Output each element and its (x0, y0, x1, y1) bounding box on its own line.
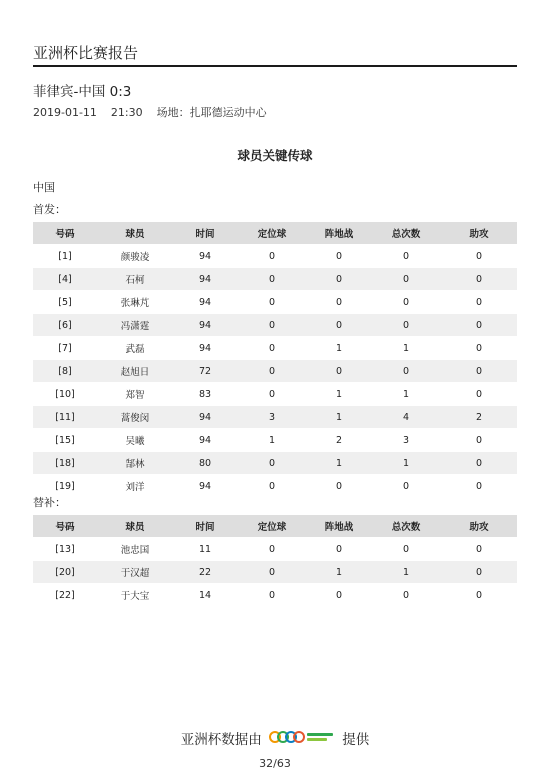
header-number: 号码 (33, 222, 97, 245)
starters-table (33, 222, 517, 497)
cell-open-play: 1 (307, 561, 371, 584)
cell-total: 4 (371, 406, 441, 429)
cell-total: 0 (371, 245, 441, 268)
cell-assists: 0 (441, 268, 517, 291)
cell-total: 0 (371, 360, 441, 383)
header-time: 时间 (173, 515, 237, 538)
header-player: 球员 (97, 222, 173, 245)
header-total: 总次数 (371, 515, 441, 538)
cell-open-play: 0 (307, 584, 371, 607)
table-row (33, 291, 517, 314)
team-label: 中国 (33, 181, 55, 194)
cell-set-piece: 0 (237, 452, 307, 475)
cell-number: [7] (33, 337, 97, 360)
cell-assists: 0 (441, 561, 517, 584)
cell-time: 83 (173, 383, 237, 406)
cell-player: 于大宝 (97, 584, 173, 607)
cell-assists: 2 (441, 406, 517, 429)
cell-player: 刘洋 (97, 475, 173, 498)
cell-assists: 0 (441, 360, 517, 383)
match-title: 菲律宾-中国 0:3 (33, 84, 132, 100)
cell-set-piece: 0 (237, 538, 307, 561)
table-row (33, 429, 517, 452)
table-row (33, 561, 517, 584)
cell-total: 3 (371, 429, 441, 452)
table-row (33, 406, 517, 429)
cell-player: 郑智 (97, 383, 173, 406)
cell-open-play: 0 (307, 268, 371, 291)
header-assists: 助攻 (441, 515, 517, 538)
cell-player: 于汉超 (97, 561, 173, 584)
table-row (33, 538, 517, 561)
cell-number: [5] (33, 291, 97, 314)
cell-set-piece: 0 (237, 561, 307, 584)
cell-time: 72 (173, 360, 237, 383)
header-time: 时间 (173, 222, 237, 245)
cell-set-piece: 0 (237, 314, 307, 337)
cell-assists: 0 (441, 291, 517, 314)
cell-open-play: 1 (307, 452, 371, 475)
cell-player: 颜骏凌 (97, 245, 173, 268)
table-row (33, 360, 517, 383)
table-row (33, 475, 517, 498)
cell-time: 94 (173, 337, 237, 360)
cell-open-play: 1 (307, 383, 371, 406)
cell-total: 1 (371, 383, 441, 406)
cell-open-play: 0 (307, 245, 371, 268)
cell-number: [19] (33, 475, 97, 498)
cell-time: 94 (173, 429, 237, 452)
table-row (33, 452, 517, 475)
title-divider (33, 65, 517, 67)
table-header-row (33, 515, 517, 538)
header-set-piece: 定位球 (237, 222, 307, 245)
cell-time: 94 (173, 268, 237, 291)
cell-assists: 0 (441, 383, 517, 406)
cell-open-play: 1 (307, 406, 371, 429)
data-provider-logo-icon (269, 729, 335, 749)
cell-number: [22] (33, 584, 97, 607)
cell-player: 赵旭日 (97, 360, 173, 383)
footer-text-before: 亚洲杯数据由 (180, 732, 262, 748)
substitutes-label: 替补： (33, 496, 66, 509)
cell-time: 14 (173, 584, 237, 607)
cell-set-piece: 0 (237, 383, 307, 406)
cell-set-piece: 1 (237, 429, 307, 452)
cell-time: 94 (173, 475, 237, 498)
cell-number: [20] (33, 561, 97, 584)
cell-total: 0 (371, 314, 441, 337)
cell-assists: 0 (441, 245, 517, 268)
cell-open-play: 0 (307, 538, 371, 561)
cell-total: 0 (371, 268, 441, 291)
cell-open-play: 0 (307, 314, 371, 337)
cell-time: 11 (173, 538, 237, 561)
cell-assists: 0 (441, 538, 517, 561)
cell-total: 0 (371, 538, 441, 561)
cell-time: 94 (173, 314, 237, 337)
table-row (33, 314, 517, 337)
cell-number: [18] (33, 452, 97, 475)
cell-set-piece: 0 (237, 291, 307, 314)
header-set-piece: 定位球 (237, 515, 307, 538)
header-open-play: 阵地战 (307, 515, 371, 538)
header-player: 球员 (97, 515, 173, 538)
footer-text-after: 提供 (342, 732, 370, 748)
cell-number: [4] (33, 268, 97, 291)
footer-provider-line (0, 728, 550, 750)
cell-time: 80 (173, 452, 237, 475)
match-meta: 2019-01-11 21:30 场地：扎耶德运动中心 (33, 106, 267, 119)
cell-player: 冯潇霆 (97, 314, 173, 337)
cell-total: 1 (371, 561, 441, 584)
cell-number: [10] (33, 383, 97, 406)
cell-number: [6] (33, 314, 97, 337)
table-row (33, 268, 517, 291)
page-number: 32/63 (259, 757, 291, 770)
cell-total: 1 (371, 452, 441, 475)
cell-set-piece: 0 (237, 337, 307, 360)
table-row (33, 383, 517, 406)
substitutes-rows (33, 538, 517, 607)
cell-open-play: 0 (307, 475, 371, 498)
cell-player: 蒿俊闵 (97, 406, 173, 429)
cell-player: 张琳芃 (97, 291, 173, 314)
cell-number: [8] (33, 360, 97, 383)
cell-time: 22 (173, 561, 237, 584)
cell-assists: 0 (441, 337, 517, 360)
header-number: 号码 (33, 515, 97, 538)
cell-open-play: 0 (307, 360, 371, 383)
header-total: 总次数 (371, 222, 441, 245)
cell-player: 石柯 (97, 268, 173, 291)
cell-assists: 0 (441, 584, 517, 607)
cell-set-piece: 0 (237, 245, 307, 268)
cell-set-piece: 0 (237, 268, 307, 291)
section-heading: 球员关键传球 (237, 148, 313, 163)
cell-player: 池忠国 (97, 538, 173, 561)
table-header-row (33, 222, 517, 245)
cell-set-piece: 0 (237, 584, 307, 607)
cell-number: [13] (33, 538, 97, 561)
cell-total: 1 (371, 337, 441, 360)
table-row (33, 337, 517, 360)
cell-total: 0 (371, 584, 441, 607)
cell-player: 吴曦 (97, 429, 173, 452)
cell-time: 94 (173, 406, 237, 429)
header-assists: 助攻 (441, 222, 517, 245)
substitutes-table (33, 515, 517, 606)
table-row (33, 584, 517, 607)
cell-set-piece: 0 (237, 475, 307, 498)
cell-open-play: 2 (307, 429, 371, 452)
cell-set-piece: 0 (237, 360, 307, 383)
cell-player: 郜林 (97, 452, 173, 475)
cell-total: 0 (371, 475, 441, 498)
report-title: 亚洲杯比赛报告 (33, 44, 139, 62)
cell-time: 94 (173, 291, 237, 314)
cell-assists: 0 (441, 452, 517, 475)
cell-time: 94 (173, 245, 237, 268)
cell-assists: 0 (441, 475, 517, 498)
starters-label: 首发： (33, 203, 66, 216)
header-open-play: 阵地战 (307, 222, 371, 245)
cell-total: 0 (371, 291, 441, 314)
cell-assists: 0 (441, 429, 517, 452)
cell-number: [15] (33, 429, 97, 452)
starters-rows (33, 245, 517, 498)
cell-player: 武磊 (97, 337, 173, 360)
cell-number: [1] (33, 245, 97, 268)
cell-set-piece: 3 (237, 406, 307, 429)
cell-number: [11] (33, 406, 97, 429)
cell-open-play: 1 (307, 337, 371, 360)
table-row (33, 245, 517, 268)
cell-open-play: 0 (307, 291, 371, 314)
cell-assists: 0 (441, 314, 517, 337)
